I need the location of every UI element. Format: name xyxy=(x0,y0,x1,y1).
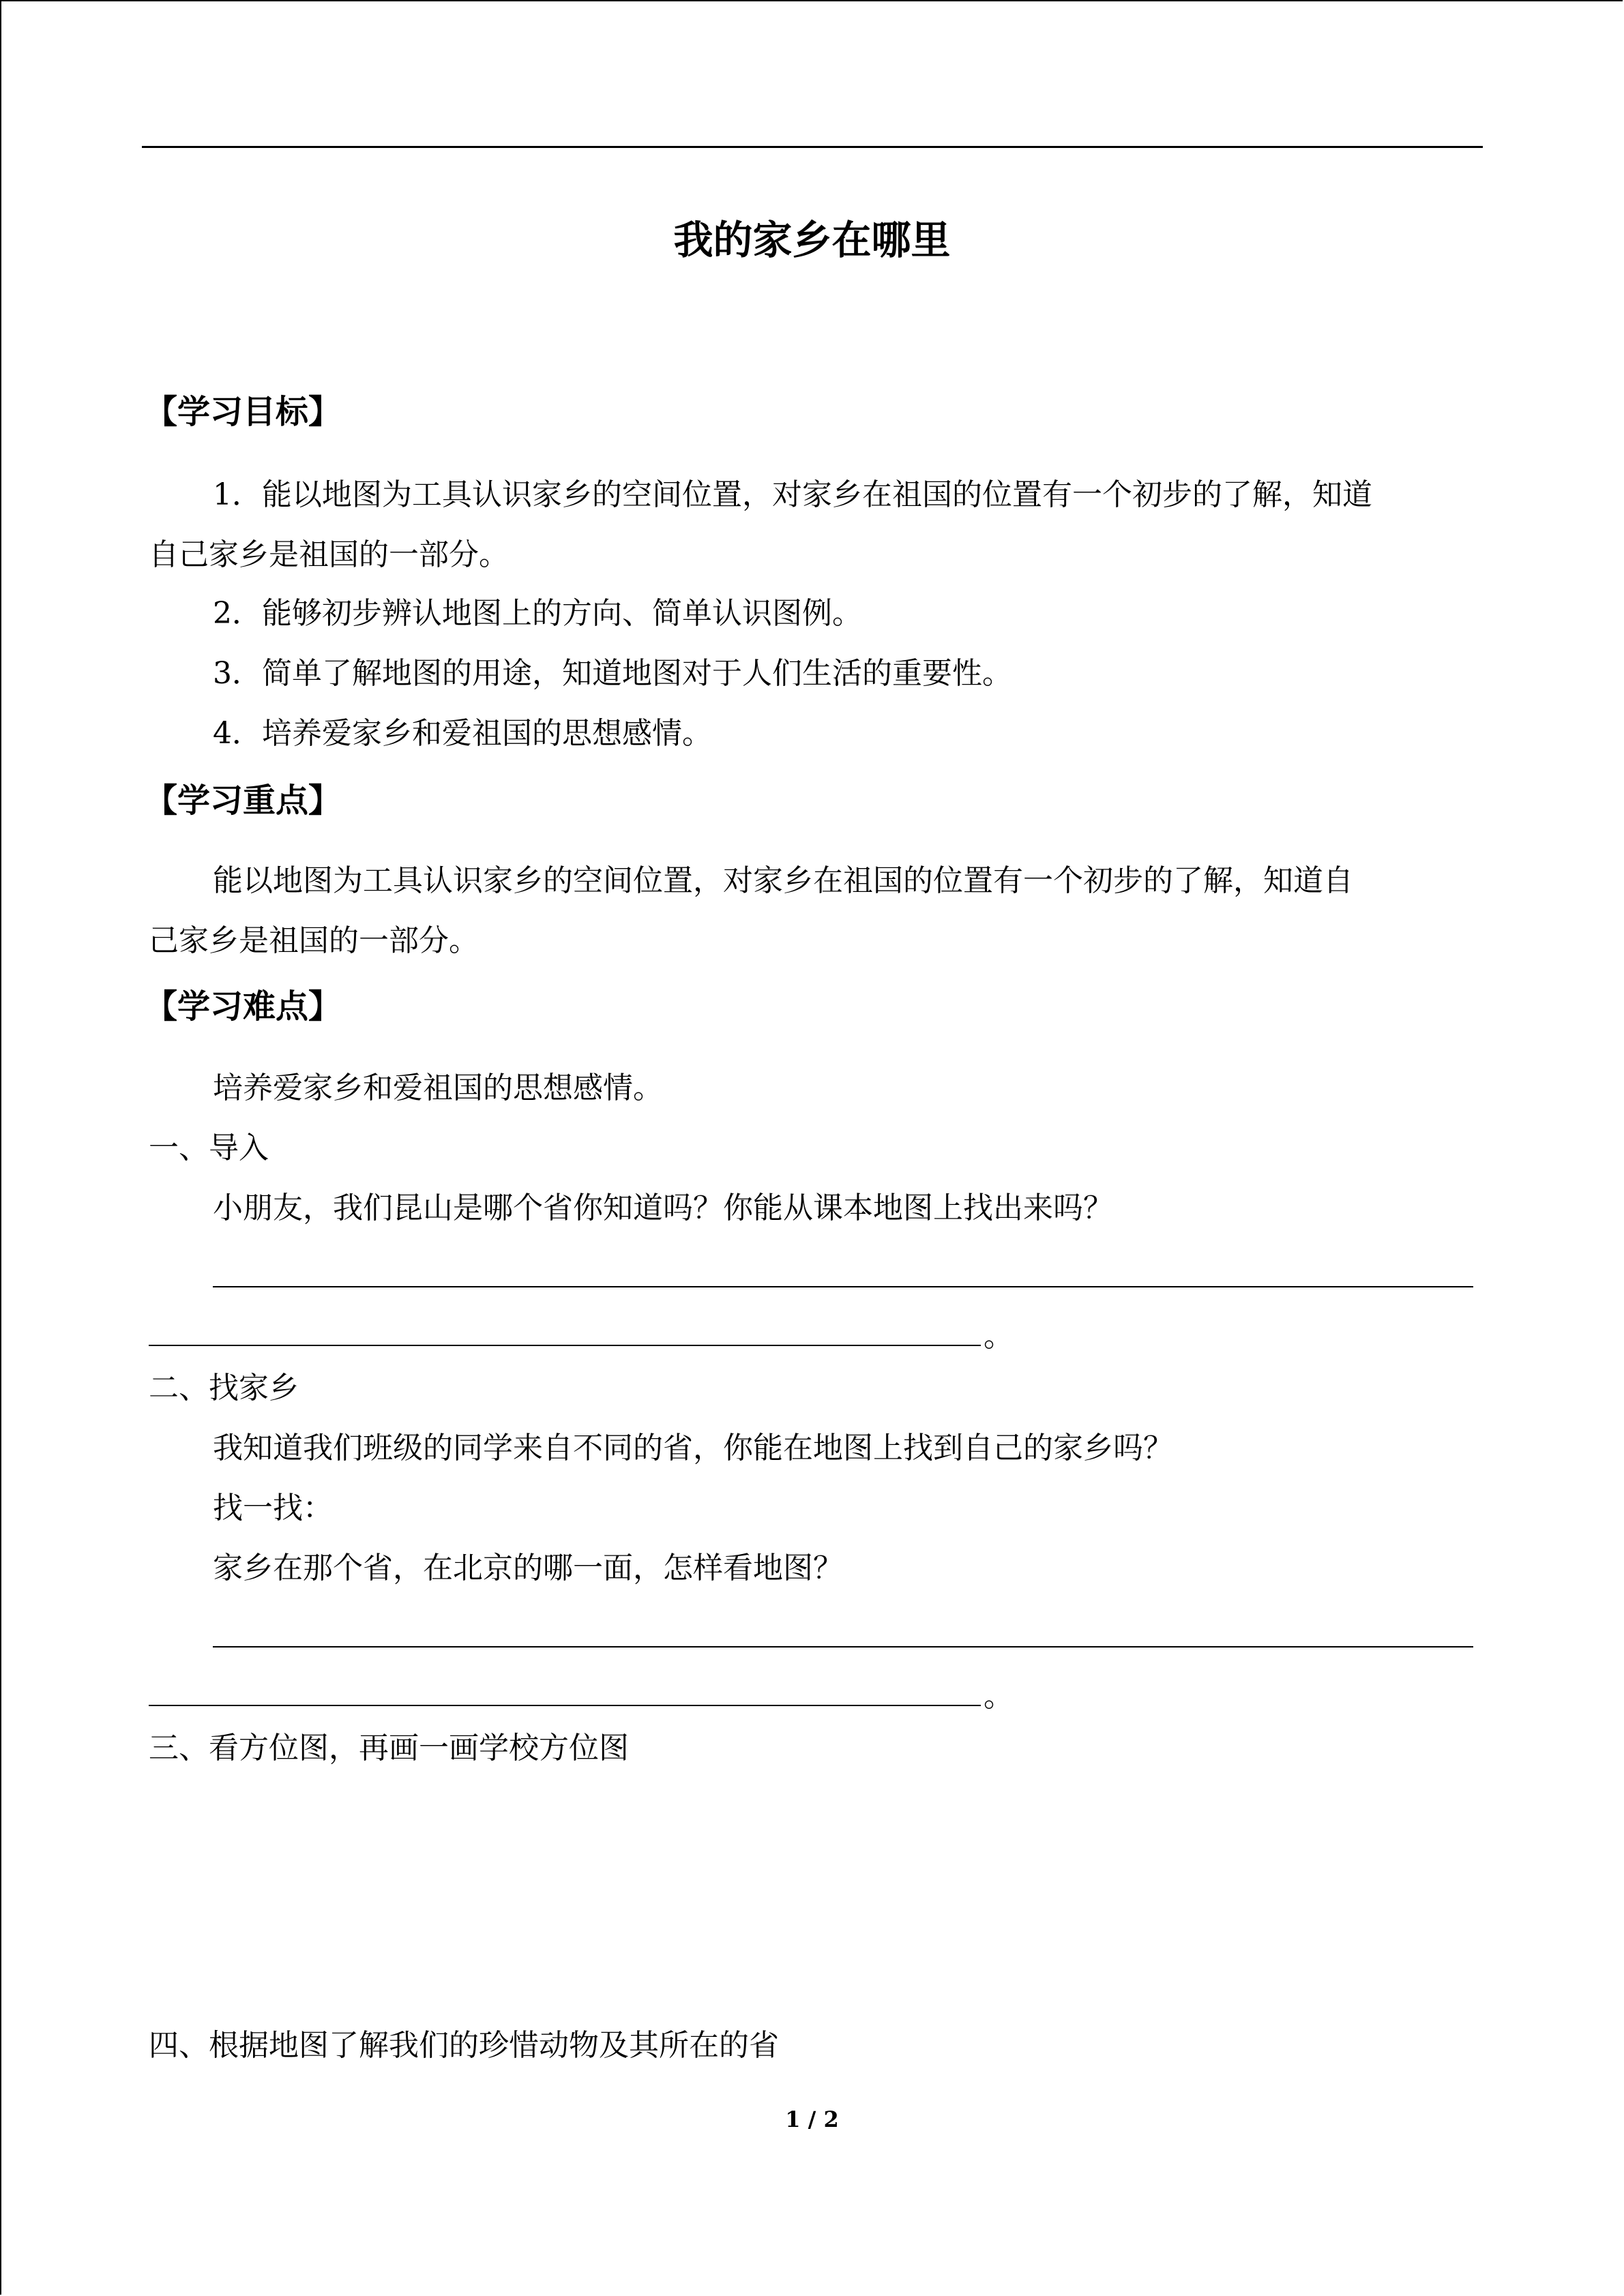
section-2-line-3: 家乡在那个省，在北京的哪一面，怎样看地图？ xyxy=(213,1551,843,1585)
section-1-title: 一、导入 xyxy=(149,1131,269,1165)
answer-line[interactable] xyxy=(149,1345,981,1346)
answer-line[interactable] xyxy=(149,1705,981,1706)
objective-3: 3．简单了解地图的用途，知道地图对于人们生活的重要性。 xyxy=(213,656,1012,691)
answer-line[interactable] xyxy=(213,1286,1473,1287)
section-1-question: 小朋友，我们昆山是哪个省你知道吗？你能从课本地图上找出来吗？ xyxy=(213,1191,1113,1225)
objective-4: 4．培养爱家乡和爱祖国的思想感情。 xyxy=(213,716,712,751)
section-4-title: 四、根据地图了解我们的珍惜动物及其所在的省 xyxy=(149,2028,779,2063)
page-number: 1 / 2 xyxy=(785,2106,839,2132)
objective-1-line2: 自己家乡是祖国的一部分。 xyxy=(149,537,509,572)
page-title: 我的家乡在哪里 xyxy=(673,217,951,263)
end-mark: 。 xyxy=(984,1319,1014,1354)
key-points-heading: 【学习重点】 xyxy=(145,781,342,820)
section-2-title: 二、找家乡 xyxy=(149,1371,299,1405)
key-points-line1: 能以地图为工具认识家乡的空间位置，对家乡在祖国的位置有一个初步的了解，知道自 xyxy=(213,863,1353,898)
objectives-heading: 【学习目标】 xyxy=(145,393,342,431)
section-3-title: 三、看方位图，再画一画学校方位图 xyxy=(149,1731,629,1765)
section-2-line-1: 我知道我们班级的同学来自不同的省，你能在地图上找到自己的家乡吗？ xyxy=(213,1431,1173,1465)
end-mark: 。 xyxy=(984,1679,1014,1714)
key-points-line2: 己家乡是祖国的一部分。 xyxy=(149,923,479,958)
answer-line[interactable] xyxy=(213,1646,1473,1648)
difficulties-text: 培养爱家乡和爱祖国的思想感情。 xyxy=(213,1071,663,1105)
difficulties-heading: 【学习难点】 xyxy=(145,987,342,1026)
objective-2: 2．能够初步辨认地图上的方向、简单认识图例。 xyxy=(213,596,862,631)
header-rule xyxy=(142,146,1483,148)
section-2-line-2: 找一找： xyxy=(213,1491,333,1525)
objective-1-line1: 1．能以地图为工具认识家乡的空间位置，对家乡在祖国的位置有一个初步的了解，知道 xyxy=(213,477,1372,512)
